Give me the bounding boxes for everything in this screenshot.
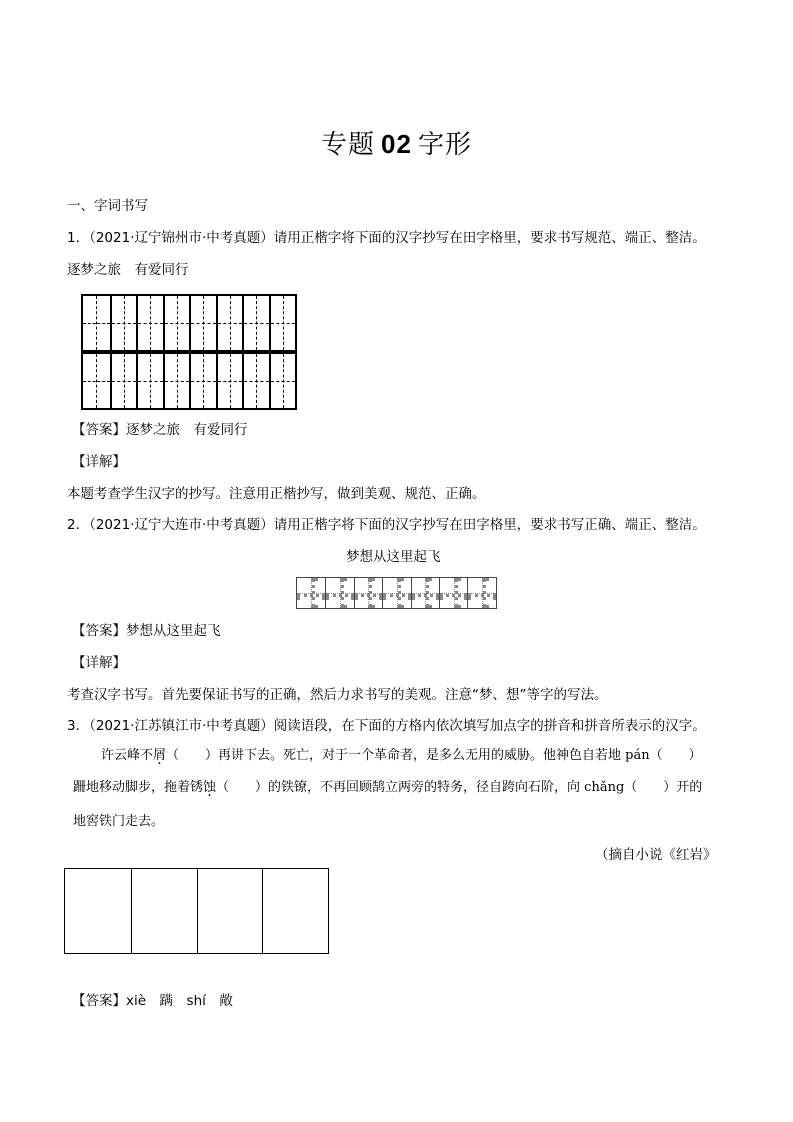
grid-cell[interactable] <box>216 296 243 350</box>
question-1-detail: 本题考查学生汉字的抄写。注意用正楷抄写，做到美观、规范、正确。 <box>67 486 486 502</box>
dotted-char: 屑 <box>153 748 167 763</box>
grid-cell[interactable] <box>189 354 216 408</box>
passage-line-2 <box>73 778 702 798</box>
grid-cell[interactable] <box>189 296 216 350</box>
grid-cell[interactable] <box>242 354 269 408</box>
grid-cell[interactable] <box>110 296 137 350</box>
grid-cell[interactable] <box>354 578 382 608</box>
passage-text: （ ）再讲下去。死亡，对于一个革命者，是多么无用的威胁。他神色自若地 pán（ ） <box>166 748 702 763</box>
passage-line-3: 地窖铁门走去。 <box>73 814 165 829</box>
question-3-answer <box>72 991 233 1011</box>
question-2-detail-label: 【详解】 <box>72 655 126 671</box>
passage-text: 跚地移动脚步，拖着锈 <box>73 780 204 795</box>
grid-cell[interactable] <box>110 354 137 408</box>
dotted-char: 蚀 <box>203 780 217 795</box>
tianzige-row-1[interactable] <box>81 294 297 352</box>
question-2-text: 梦想从这里起飞 <box>346 549 441 565</box>
answer-label: 【答案】 <box>72 993 126 1009</box>
grid-cell[interactable] <box>439 578 467 608</box>
answer-text: xiè 蹒 shí 敞 <box>126 993 233 1009</box>
tianzige-row-2[interactable] <box>81 352 297 410</box>
answer-box[interactable] <box>65 869 131 953</box>
grid-cell[interactable] <box>297 578 325 608</box>
question-1-detail-label: 【详解】 <box>72 454 126 470</box>
title-suffix: 字形 <box>417 130 472 160</box>
answer-box[interactable] <box>262 869 328 953</box>
answer-label: 【答案】 <box>72 422 126 438</box>
answer-boxes[interactable] <box>64 868 329 954</box>
title-prefix: 专题 <box>321 130 376 160</box>
grid-cell[interactable] <box>136 296 163 350</box>
answer-box[interactable] <box>197 869 263 953</box>
question-1-text: 逐梦之旅 有爱同行 <box>67 262 189 278</box>
question-1-stem: 1．（2021·辽宁锦州市·中考真题）请用正楷字将下面的汉字抄写在田字格里，要求书写规范、端正、整洁。 <box>67 230 706 246</box>
title-number: 02 <box>381 129 412 159</box>
grid-cell[interactable] <box>136 354 163 408</box>
grid-cell[interactable] <box>163 354 190 408</box>
grid-cell[interactable] <box>269 296 296 350</box>
grid-cell[interactable] <box>83 296 110 350</box>
grid-cell[interactable] <box>411 578 439 608</box>
grid-cell[interactable] <box>163 296 190 350</box>
passage-text: 许云峰不 <box>101 748 154 763</box>
question-1-answer <box>72 420 248 440</box>
grid-cell[interactable] <box>242 296 269 350</box>
passage-source: （摘自小说《红岩》 <box>595 847 717 863</box>
passage-line-1 <box>101 746 702 766</box>
question-3-stem: 3．（2021·江苏镇江市·中考真题）阅读语段，在下面的方格内依次填写加点字的拼音和拼音所表示的汉字。 <box>67 718 706 734</box>
grid-cell[interactable] <box>216 354 243 408</box>
question-2-stem: 2．（2021·辽宁大连市·中考真题）请用正楷字将下面的汉字抄写在田字格里，要求书写正确、端正、整洁。 <box>67 517 706 533</box>
question-2-detail: 考查汉字书写。首先要保证书写的正确，然后力求书写的美观。注意“梦、想”等字的写法。 <box>67 687 608 703</box>
answer-text: 梦想从这里起飞 <box>126 623 221 639</box>
grid-cell[interactable] <box>269 354 296 408</box>
grid-cell[interactable] <box>382 578 410 608</box>
grid-cell[interactable] <box>325 578 353 608</box>
answer-label: 【答案】 <box>72 623 126 639</box>
grid-cell[interactable] <box>83 354 110 408</box>
page-title <box>0 124 793 161</box>
grid-cell[interactable] <box>467 578 495 608</box>
question-2-answer <box>72 621 221 641</box>
passage-text: （ ）的铁镣，不再回顾鹄立两旁的特务，径自跨向石阶，向 chǎng（ ）开的 <box>216 780 703 795</box>
answer-text: 逐梦之旅 有爱同行 <box>126 422 248 438</box>
answer-box[interactable] <box>131 869 197 953</box>
section-heading: 一、字词书写 <box>67 198 148 214</box>
tianzige-small-row[interactable] <box>296 577 497 609</box>
